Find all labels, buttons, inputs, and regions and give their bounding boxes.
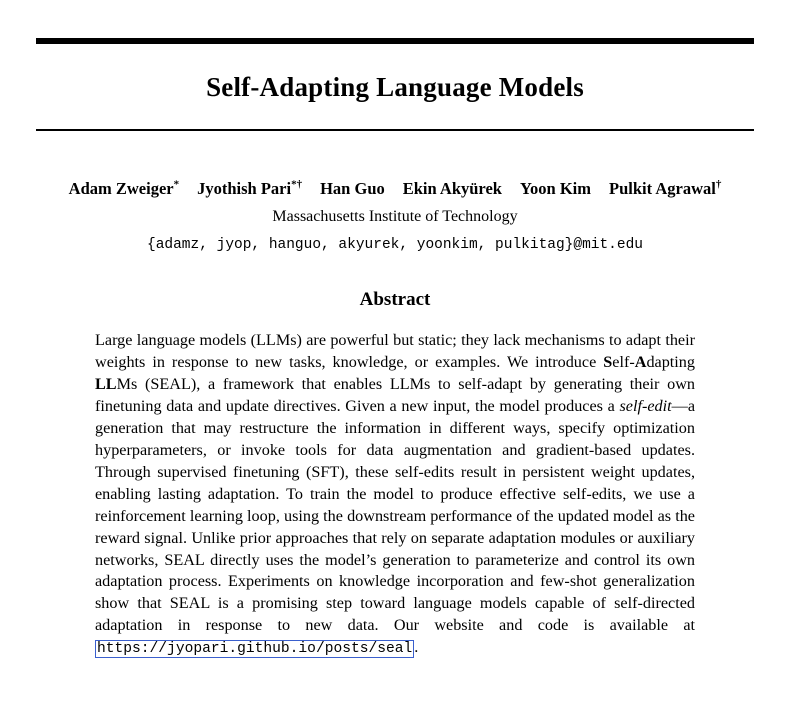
author-name: Pulkit Agrawal — [609, 179, 716, 198]
abstract-text-part-4: . — [414, 638, 419, 657]
author-name: Yoon Kim — [519, 179, 592, 198]
seal-acronym-rest-1: elf- — [612, 352, 635, 371]
author-entry — [403, 179, 502, 198]
author-entry — [520, 179, 591, 198]
author-marks: *† — [291, 178, 303, 191]
author-name: Adam Zweiger — [68, 179, 174, 198]
author-marks: * — [173, 178, 180, 191]
author-entry — [69, 179, 179, 198]
author-name: Jyothish Pari — [197, 179, 292, 198]
top-rule-divider — [36, 38, 754, 44]
author-entry — [320, 179, 385, 198]
project-website-link[interactable]: https://jyopari.github.io/posts/seal — [97, 641, 413, 658]
author-name: Ekin Akyürek — [402, 179, 502, 198]
seal-acronym-bold-a: A — [634, 352, 647, 371]
seal-acronym-bold-s: S — [603, 352, 613, 371]
page-title: Self-Adapting Language Models — [206, 72, 584, 102]
seal-acronym-bold-ll: LL — [95, 374, 117, 393]
seal-acronym-rest-2: dapting — [646, 352, 695, 371]
abstract-text-part-3: —a generation that may restructure the information in different ways, specify optimization hyperparameters, or invoke tools for data augmentation and gradient-based updates. Through supervised finetuning (SFT), these self-edits result in persistent weight updates, enabling lasting adaptation. To train the model to produce effective self-edits, we use a reinforcement learning loop, using the downstream performance of the updated model as the reward signal. Unlike prior approaches that rely on separate adaptation modules or auxiliary networks, SEAL directly uses the model’s generation to parameterize and control its own adaptation process. Experiments on knowledge incorporation and few-shot generalization show that SEAL is a promising step toward language models capable of self-directed adaptation in response to new data. Our website and code is available at — [95, 396, 695, 635]
author-emails: {adamz, jyop, hanguo, akyurek, yoonkim, pulkitag}@mit.edu — [147, 237, 643, 253]
abstract-text-part-2: (SEAL), a framework that enables LLMs to self-adapt by generating their own finetuning data and update directives. Given a new input, the model produces a — [95, 374, 695, 415]
seal-acronym-rest-3: Ms — [116, 374, 138, 393]
author-list — [36, 179, 754, 199]
affiliation: Massachusetts Institute of Technology — [272, 208, 518, 225]
paper-page — [0, 38, 790, 717]
abstract-heading: Abstract — [359, 289, 431, 310]
author-entry — [197, 179, 302, 198]
abstract-text-part-1: Large language models (LLMs) are powerful but static; they lack mechanisms to adapt their weights in response to new tasks, knowledge, or examples. We introduce — [95, 331, 695, 371]
title-underline-divider — [36, 129, 754, 131]
author-entry — [609, 179, 721, 198]
author-name: Han Guo — [320, 179, 385, 198]
self-edit-italic-term: self-edit — [619, 396, 672, 415]
author-marks: † — [715, 178, 722, 191]
abstract-body — [95, 330, 695, 660]
